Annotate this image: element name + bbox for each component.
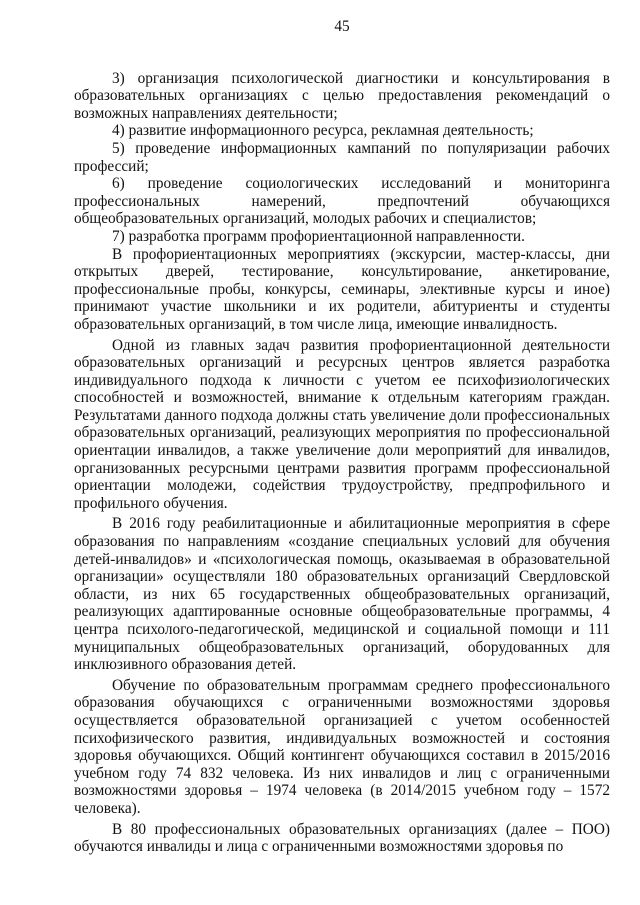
paragraph-item-7: 7) разработка программ профориентационной направленности. xyxy=(112,227,525,245)
paragraph-poo: В 80 профессиональных образовательных организациях (далее – ПОО) обучаются инвалиды и лица с ограниченными возможностями здоровья по xyxy=(74,820,610,856)
paragraph-item-6: 6) проведение социологических исследований и мониторинга профессиональных намерений, предпочтений обучающихся общеобразовательных организаций, молодых рабочих и специалистов; xyxy=(74,175,610,228)
paragraph-vocational-education: Обучение по образовательным программам среднего профессионального образования обучающихся с ограниченными возможностями здоровья осуществляется образовательной организацией с учетом особенностей психофизического развития, индивидуальных возможностей и состояния здоровья обучающихся. Общий контингент обучающихся составил в 2015/2016 учебном году 74 832 человека. Из них инвалидов и лиц с ограниченными возможностями здоровья – 1974 человека (в 2014/2015 учебном году – 1572 человека). xyxy=(74,676,610,817)
page-number: 45 xyxy=(334,18,350,35)
paragraph-rehabilitation-2016: В 2016 году реабилитационные и абилитационные мероприятия в сфере образования по направлениям «создание специальных условий для обучения детей-инвалидов» и «психологическая помощь, оказываемая в образовательной организации» осуществляли 180 образовательных организаций Свердловской области, из них 65 государственных общеобразовательных организаций, реализующих адаптированные основные общеобразовательные программы, 4 центра психолого-педагогической, медицинской и социальной помощи и 111 муниципальных общеобразовательных организаций, оборудованных для инклюзивного образования детей. xyxy=(74,515,610,674)
paragraph-item-5: 5) проведение информационных кампаний по популяризации рабочих профессий; xyxy=(74,139,610,175)
document-page xyxy=(74,18,610,856)
paragraph-item-3: 3) организация психологической диагностики и консультирования в образовательных организациях с целью предоставления рекомендаций о возможных направлениях деятельности; xyxy=(74,69,610,122)
paragraph-item-4: 4) развитие информационного ресурса, рекламная деятельность; xyxy=(112,122,534,140)
paragraph-career-events: В профориентационных мероприятиях (экскурсии, мастер-классы, дни открытых дверей, тестирование, консультирование, анкетирование, профессиональные пробы, конкурсы, семинары, элективные курсы и иное) принимают участие школьники и их родители, абитуриенты и студенты образовательных организаций, в том числе лица, имеющие инвалидность. xyxy=(74,245,610,333)
paragraph-main-tasks: Одной из главных задач развития профориентационной деятельности образовательных организаций и ресурсных центров является разработка индивидуального подхода к личности с учетом ее психофизиологических способностей и возможностей, внимание к отдельным категориям граждан. Результатами данного подхода должны стать увеличение доли профессиональных образовательных организаций, реализующих мероприятия по профессиональной ориентации инвалидов, а также увеличение доли мероприятий для инвалидов, организованных ресурсными центрами развития программ профессиональной ориентации молодежи, содействия трудоустройству, предпрофильного и профильного обучения. xyxy=(74,336,610,512)
